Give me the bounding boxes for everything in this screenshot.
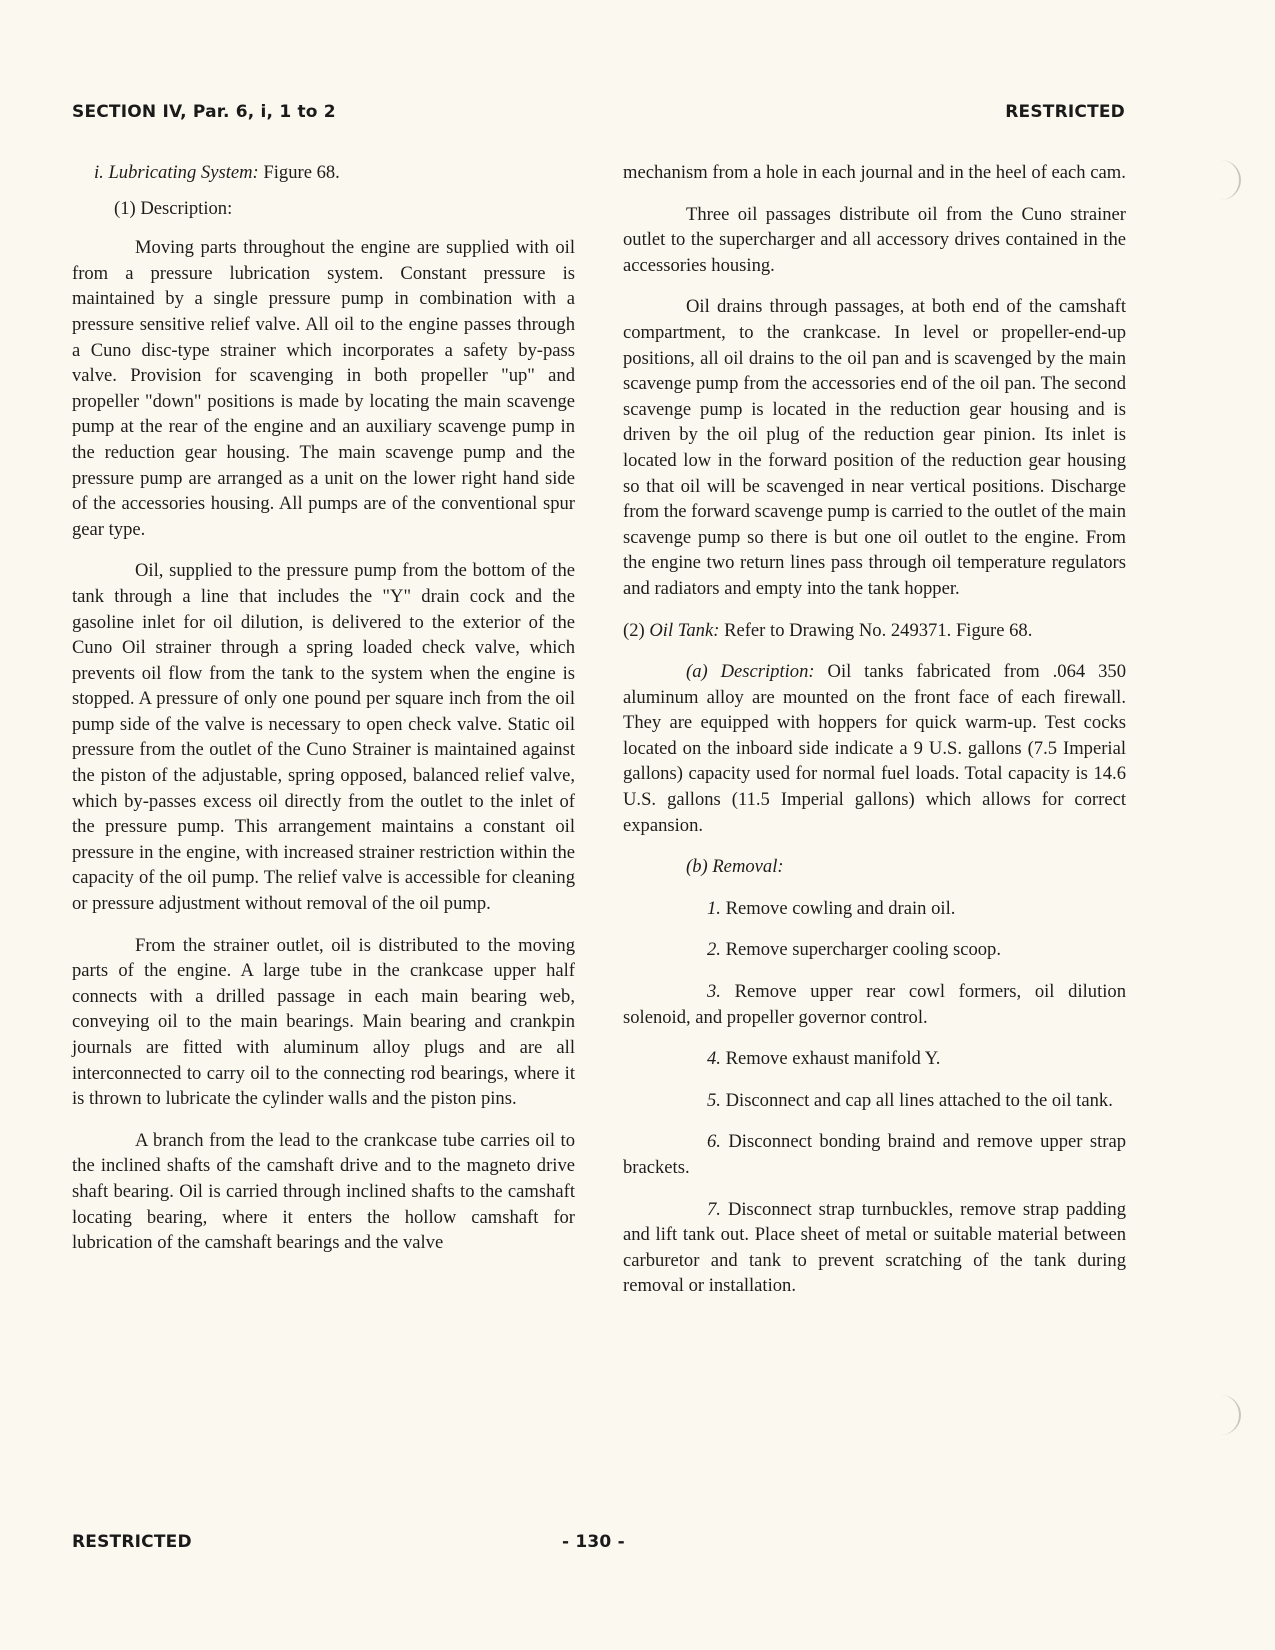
description-text: Oil tanks fabricated from .064 350 aluminum alloy are mounted on the front face of each firewall. They are equipped with hoppers for quick warm-up. Test cocks located on the inboard side indicate a 9 U.S. gallons (7.5 Imperial gallons) capacity used for normal fuel loads. Total capacity is 14.6 U.S. gallons (11.5 Imperial gallons) which allows for correct expansion. (623, 661, 1126, 836)
step-number: 2. (707, 939, 721, 961)
removal-step (623, 979, 1126, 1030)
step-text: Disconnect strap turnbuckles, remove strap padding and lift tank out. Place sheet of metal or suitable material between carburetor and tank to prevent scratching of the tank during removal or installation. (623, 1198, 1126, 1297)
step-text: Disconnect and cap all lines attached to the oil tank. (720, 1089, 1113, 1111)
paragraph: Oil, supplied to the pressure pump from the bottom of the tank through a line that includes the "Y" drain cock and the gasoline inlet for oil dilution, is delivered to the exterior of the Cuno Oil strainer through a spring loaded check valve, which prevents oil flow from the tank to the system when the engine is stopped. A pressure of only one pound per square inch from the oil pump side of the valve is necessary to open check valve. Static oil pressure from the outlet of the Cuno Strainer is maintained against the piston of the adjustable, spring opposed, balanced relief valve, which by-passes excess oil directly from the outlet to the inlet of the pressure pump. This arrangement maintains a constant oil pressure in the engine, with increased strainer restriction within the capacity of the oil pump. The relief valve is accessible for cleaning or pressure adjustment without removal of the oil pump. (72, 560, 575, 915)
page-number: - 130 - (562, 1532, 625, 1552)
step-text: Disconnect bonding braind and remove upper strap brackets. (623, 1131, 1126, 1178)
paragraph: Three oil passages distribute oil from the Cuno strainer outlet to the supercharger and all accessory drives contained in the accessories housing. (623, 203, 1126, 276)
lubricating-system-heading (72, 160, 575, 186)
heading-label: i. Lubricating System: (94, 162, 259, 183)
removal-step (623, 937, 1126, 963)
oil-tank-description (623, 659, 1126, 838)
paragraph: A branch from the lead to the crankcase tube carries oil to the inclined shafts of the camshaft drive and to the magneto drive shaft bearing. Oil is carried through inclined shafts to the camshaft locating bearing, where it enters the hollow camshaft for lubrication of the camshaft bearings and the valve (72, 1129, 575, 1254)
heading-figure-ref: Figure 68. (258, 162, 340, 183)
removal-step (623, 1197, 1126, 1299)
step-number: 1. (707, 897, 721, 919)
step-number: 4. (707, 1048, 721, 1070)
header-classification: RESTRICTED (1005, 102, 1125, 122)
removal-step (623, 1046, 1126, 1072)
oil-tank-label: Oil Tank: (649, 619, 720, 641)
step-text: Remove exhaust manifold Y. (720, 1048, 941, 1070)
removal-steps (623, 896, 1126, 1299)
removal-step (623, 896, 1126, 922)
description-subheading: (1) Description: (114, 197, 233, 219)
oil-tank-heading (623, 618, 1126, 644)
oil-tank-text: Refer to Drawing No. 249371. Figure 68. (719, 619, 1033, 641)
step-text: Remove cowling and drain oil. (720, 897, 956, 919)
oil-tank-number: (2) (623, 619, 650, 641)
description-label: (a) Description: (686, 661, 815, 683)
step-number: 6. (707, 1131, 721, 1153)
left-column (72, 160, 575, 1272)
section-reference: SECTION IV, Par. 6, i, 1 to 2 (72, 102, 336, 122)
removal-step (623, 1088, 1126, 1114)
footer-classification: RESTRICTED (72, 1532, 192, 1552)
paragraph: Moving parts throughout the engine are supplied with oil from a pressure lubrication system. Constant pressure is maintained by a single pressure pump in combination with a pressure sensitive relief valve. All oil to the engine passes through a Cuno disc-type strainer which incorporates a safety by-pass valve. Provision for scavenging in both propeller "up" and propeller "down" positions is made by locating the main scavenge pump at the rear of the engine and an auxiliary scavenge pump in the reduction gear housing. The main scavenge pump and the pressure pump are arranged as a unit on the lower right hand side of the accessories housing. All pumps are of the conventional spur gear type. (72, 237, 575, 540)
step-text: Remove supercharger cooling scoop. (720, 939, 1001, 961)
step-text: Remove upper rear cowl formers, oil dilution solenoid, and propeller governor control. (623, 981, 1126, 1028)
right-column (623, 160, 1126, 1315)
removal-step (623, 1129, 1126, 1180)
punch-hole-mark (1205, 160, 1241, 200)
step-number: 7. (707, 1198, 721, 1220)
removal-heading: (b) Removal: (686, 856, 784, 878)
paragraph: From the strainer outlet, oil is distributed to the moving parts of the engine. A large tube in the crankcase upper half connects with a drilled passage in each main bearing web, conveying oil to the main bearings. Main bearing and crankpin journals are fitted with aluminum alloy plugs and are all interconnected to carry oil to the connecting rod bearings, where it is thrown to lubricate the cylinder walls and the piston pins. (72, 934, 575, 1110)
paragraph: Oil drains through passages, at both end of the camshaft compartment, to the crankcase. In level or propeller-end-up positions, all oil drains to the oil pan and is scavenged by the main scavenge pump from the accessories end of the oil pan. The second scavenge pump is located in the reduction gear housing and is driven by the oil plug of the reduction gear pinion. Its inlet is located low in the forward position of the reduction gear housing so that oil will be scavenged in near vertical positions. Discharge from the forward scavenge pump is carried to the outlet of the main scavenge pump so there is but one oil outlet to the engine. From the engine two return lines pass through oil temperature regulators and radiators and empty into the tank hopper. (623, 296, 1126, 599)
punch-hole-mark (1205, 1395, 1241, 1435)
step-number: 3. (707, 981, 721, 1003)
paragraph-continuation: mechanism from a hole in each journal and in the heel of each cam. (623, 162, 1126, 183)
step-number: 5. (707, 1089, 721, 1111)
